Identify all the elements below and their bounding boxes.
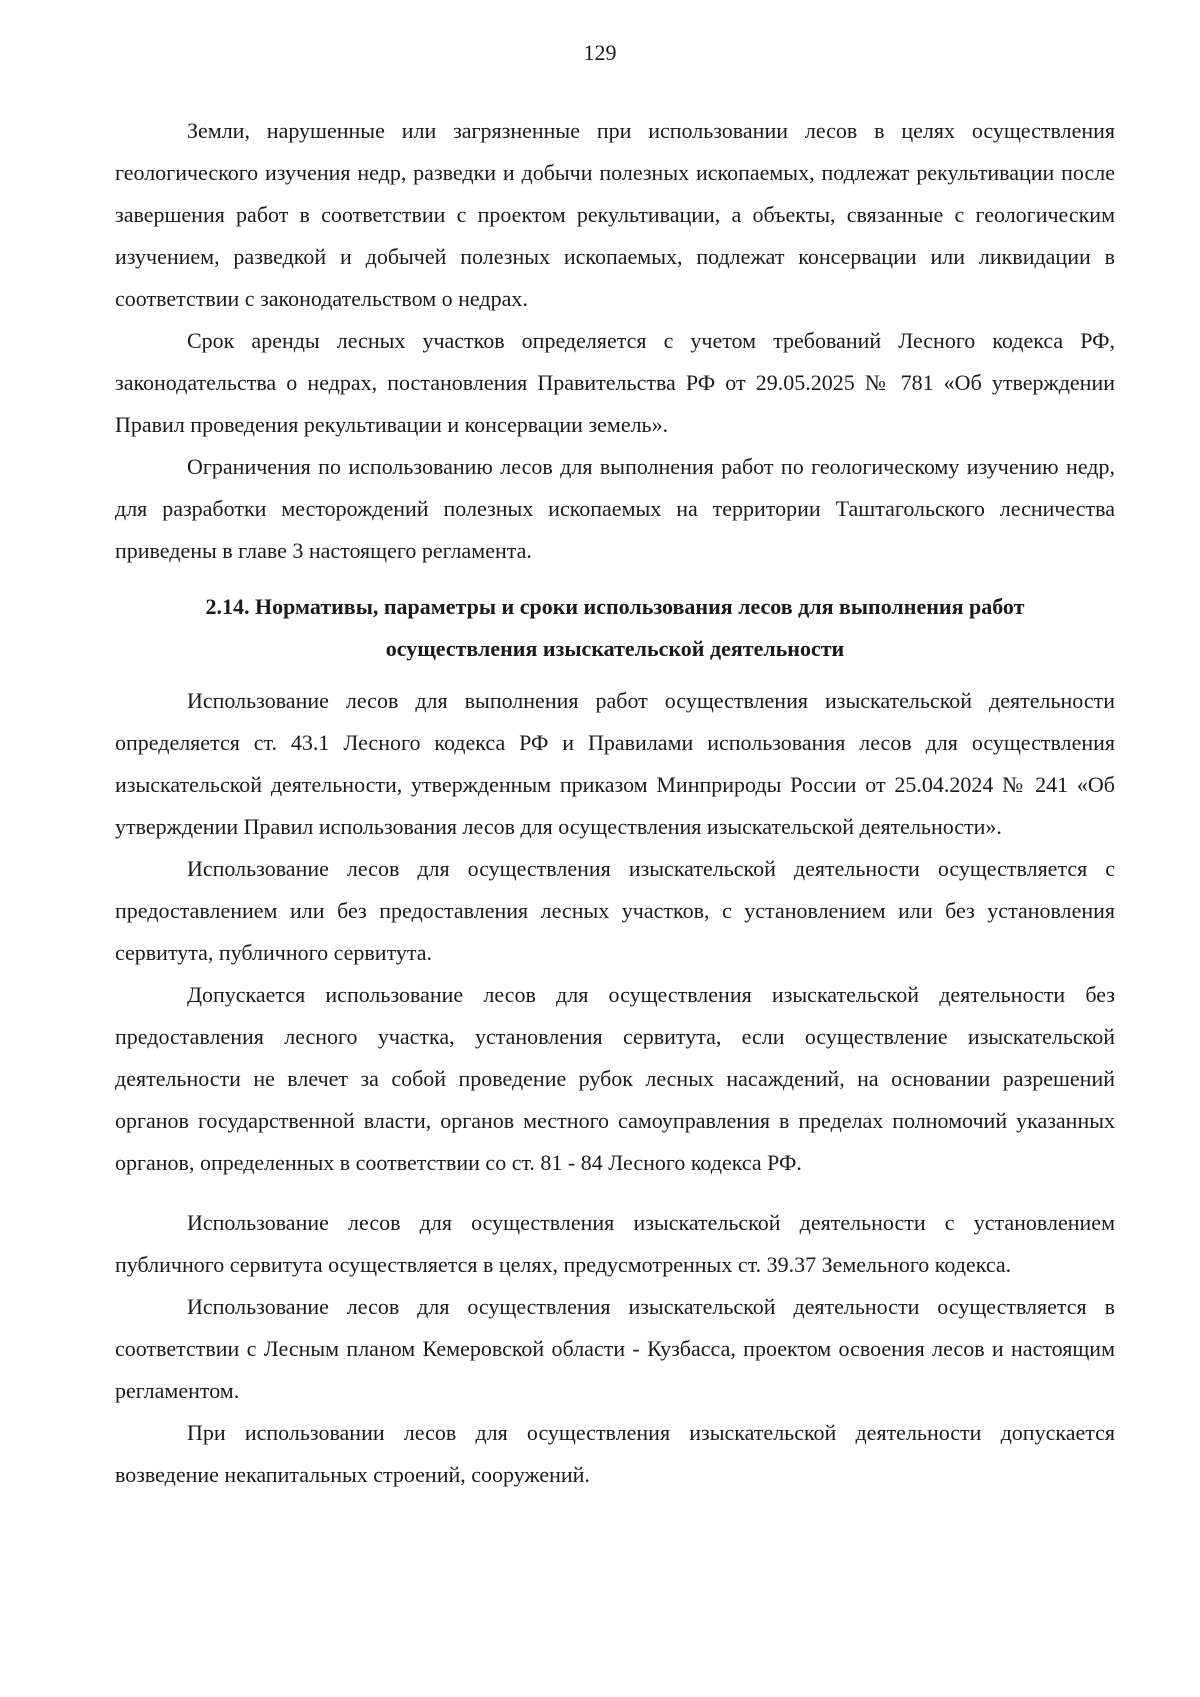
section-heading-line1: 2.14. Нормативы, параметры и сроки использования лесов для выполнения работ: [205, 594, 1025, 619]
paragraph-survey-provision: Использование лесов для осуществления изыскательской деятельности осуществляется с предоставлением или без предоставления лесных участков, с установлением или без установления сервитута, публичного сервитута.: [115, 856, 1115, 965]
section-heading: [115, 586, 1115, 670]
paragraph-temporary-structures: При использовании лесов для осуществления изыскательской деятельности допускается возведение некапитальных строений, сооружений.: [115, 1420, 1115, 1487]
paragraph-public-easement: Использование лесов для осуществления изыскательской деятельности с установлением публичного сервитута осуществляется в целях, предусмотренных ст. 39.37 Земельного кодекса.: [115, 1210, 1115, 1277]
page-number: 129: [583, 40, 617, 65]
paragraph-survey-basis: Использование лесов для выполнения работ осуществления изыскательской деятельности определяется ст. 43.1 Лесного кодекса РФ и Правилами использования лесов для осуществления изыскательской деятельности, утвержденным приказом Минприроды России от 25.04.2024 № 241 «Об утверждении Правил использования лесов для осуществления изыскательской деятельности».: [115, 688, 1115, 839]
paragraph-restrictions: Ограничения по использованию лесов для выполнения работ по геологическому изучению недр, для разработки месторождений полезных ископаемых на территории Таштагольского лесничества приведены в главе 3 настоящего регламента.: [115, 454, 1115, 563]
paragraph-land-reclamation: Земли, нарушенные или загрязненные при использовании лесов в целях осуществления геологического изучения недр, разведки и добычи полезных ископаемых, подлежат рекультивации после завершения работ в соответствии с проектом рекультивации, а объекты, связанные с геологическим изучением, разведкой и добычей полезных ископаемых, подлежат консервации или ликвидации в соответствии с законодательством о недрах.: [115, 118, 1115, 311]
paragraph-survey-without-plot: Допускается использование лесов для осуществления изыскательской деятельности без предоставления лесного участка, установления сервитута, если осуществление изыскательской деятельности не влечет за собой проведение рубок лесных насаждений, на основании разрешений органов государственной власти, органов местного самоуправления в пределах полномочий указанных органов, определенных в соответствии со ст. 81 - 84 Лесного кодекса РФ.: [115, 982, 1115, 1175]
paragraph-forest-plan: Использование лесов для осуществления изыскательской деятельности осуществляется в соответствии с Лесным планом Кемеровской области - Кузбасса, проектом освоения лесов и настоящим регламентом.: [115, 1294, 1115, 1403]
paragraph-lease-term: Срок аренды лесных участков определяется с учетом требований Лесного кодекса РФ, законодательства о недрах, постановления Правительства РФ от 29.05.2025 № 781 «Об утверждении Правил проведения рекультивации и консервации земель».: [115, 328, 1115, 437]
page-content: [115, 110, 1115, 1496]
section-heading-line2: осуществления изыскательской деятельности: [385, 636, 845, 661]
